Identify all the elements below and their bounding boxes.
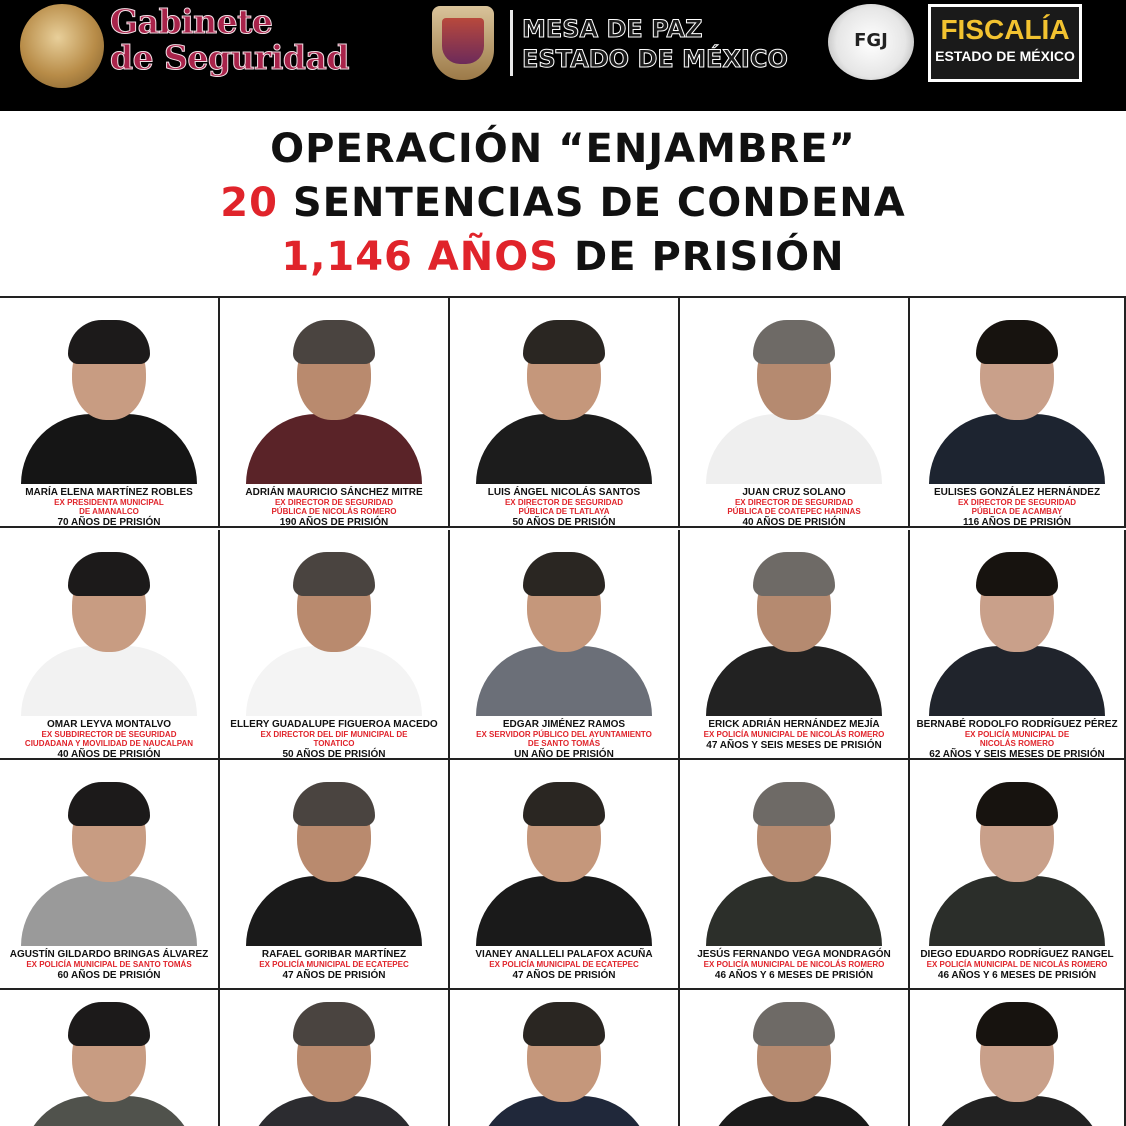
- person-name: ADRIÁN MAURICIO SÁNCHEZ MITRE: [245, 487, 423, 498]
- gabinete-logo-text: [110, 4, 349, 76]
- mugshot-photo: [706, 314, 882, 484]
- person-sentence: 190 AÑOS DE PRISIÓN: [279, 517, 389, 528]
- mugshot-photo: [706, 996, 882, 1126]
- mugshot-photo: [929, 776, 1105, 946]
- person-name: EDGAR JIMÉNEZ RAMOS: [502, 719, 626, 730]
- person-card: [220, 990, 450, 1126]
- header-bar: [0, 0, 1126, 111]
- mugshot-torso: [246, 646, 422, 716]
- person-card: [220, 298, 450, 528]
- mugshot-photo: [246, 546, 422, 716]
- mugshot-hair: [293, 1002, 375, 1046]
- fiscalia-line1: FISCALÍA: [940, 14, 1070, 45]
- mugshot-hair: [753, 782, 835, 826]
- mugshot-torso: [476, 876, 652, 946]
- mugshot-hair: [68, 782, 150, 826]
- person-sentence: 60 AÑOS DE PRISIÓN: [57, 970, 161, 981]
- person-sentence: 40 AÑOS DE PRISIÓN: [742, 517, 846, 528]
- mugshot-photo: [929, 546, 1105, 716]
- mugshot-photo: [21, 546, 197, 716]
- mugshot-hair: [976, 552, 1058, 596]
- fgj-seal-icon: [828, 4, 914, 80]
- gabinete-line1: Gabinete: [110, 2, 273, 41]
- person-sentence: 116 AÑOS DE PRISIÓN: [963, 517, 1071, 528]
- person-role: EX DIRECTOR DE SEGURIDAD PÚBLICA DE NICOLÁS ROMERO: [271, 498, 397, 516]
- person-card: [910, 530, 1126, 760]
- mugshot-torso: [706, 876, 882, 946]
- person-sentence: UN AÑO DE PRISIÓN: [514, 749, 614, 760]
- person-name: LUIS ÁNGEL NICOLÁS SANTOS: [487, 487, 641, 498]
- person-name: JUAN CRUZ SOLANO: [742, 487, 846, 498]
- mugshot-torso: [21, 876, 197, 946]
- mugshot-photo: [246, 776, 422, 946]
- mugshot-torso: [246, 876, 422, 946]
- mugshot-hair: [523, 320, 605, 364]
- person-card: [220, 530, 450, 760]
- mugshot-photo: [21, 776, 197, 946]
- person-name: JESÚS FERNANDO VEGA MONDRAGÓN: [697, 949, 891, 960]
- person-name: BERNABÉ RODOLFO RODRÍGUEZ PÉREZ: [916, 719, 1118, 730]
- person-role: EX POLICÍA MUNICIPAL DE ECATEPEC: [489, 960, 639, 969]
- mugshot-photo: [21, 996, 197, 1126]
- person-card: [220, 760, 450, 990]
- person-card: [680, 990, 910, 1126]
- person-card: [0, 298, 220, 528]
- person-card: [450, 298, 680, 528]
- person-role: EX POLICÍA MUNICIPAL DE NICOLÁS ROMERO: [964, 730, 1070, 748]
- person-role: EX DIRECTOR DE SEGURIDAD PÚBLICA DE ACAMBAY: [957, 498, 1077, 516]
- mugshot-hair: [68, 552, 150, 596]
- person-sentence: 47 AÑOS Y SEIS MESES DE PRISIÓN: [706, 740, 882, 751]
- mugshot-hair: [523, 552, 605, 596]
- mugshot-photo: [476, 776, 652, 946]
- mugshot-hair: [753, 320, 835, 364]
- mugshot-photo: [476, 314, 652, 484]
- mugshot-hair: [68, 320, 150, 364]
- mugshot-torso: [929, 414, 1105, 484]
- headline-line3: [0, 230, 1126, 284]
- person-name: RAFAEL GORIBAR MARTÍNEZ: [261, 949, 407, 960]
- person-card: [680, 530, 910, 760]
- mugshot-hair: [293, 320, 375, 364]
- mugshot-torso: [21, 414, 197, 484]
- mugshot-hair: [68, 1002, 150, 1046]
- mugshot-torso: [246, 414, 422, 484]
- mesa-line1: MESA DE PAZ: [522, 15, 703, 43]
- person-role: EX POLICÍA MUNICIPAL DE NICOLÁS ROMERO: [703, 960, 885, 969]
- headline: [0, 122, 1126, 284]
- person-sentence: 40 AÑOS DE PRISIÓN: [57, 749, 161, 760]
- mugshot-photo: [246, 996, 422, 1126]
- mesa-line2: ESTADO DE MÉXICO: [522, 45, 788, 73]
- mugshot-photo: [476, 546, 652, 716]
- mugshot-hair: [976, 1002, 1058, 1046]
- fgj-label: FGJ: [854, 30, 888, 51]
- person-name: EULISES GONZÁLEZ HERNÁNDEZ: [933, 487, 1101, 498]
- gabinete-line2: de Seguridad: [110, 38, 349, 77]
- mesa-de-paz-logo-text: [522, 14, 788, 74]
- person-name: ERICK ADRIÁN HERNÁNDEZ MEJÍA: [708, 719, 880, 730]
- mugshot-hair: [753, 1002, 835, 1046]
- mugshot-hair: [976, 320, 1058, 364]
- person-role: EX DIRECTOR DE SEGURIDAD PÚBLICA DE TLATLAYA: [504, 498, 624, 516]
- headline-line1: OPERACIÓN “ENJAMBRE”: [270, 126, 856, 172]
- person-sentence: 70 AÑOS DE PRISIÓN: [57, 517, 161, 528]
- person-card: [680, 298, 910, 528]
- mugshot-grid: [0, 296, 1126, 1126]
- person-role: EX DIRECTOR DEL DIF MUNICIPAL DE TONATICO: [260, 730, 408, 748]
- person-sentence: 46 AÑOS Y 6 MESES DE PRISIÓN: [714, 970, 874, 981]
- mugshot-hair: [523, 782, 605, 826]
- person-sentence: 50 AÑOS DE PRISIÓN: [282, 749, 386, 760]
- person-sentence: 50 AÑOS DE PRISIÓN: [512, 517, 616, 528]
- person-name: OMAR LEYVA MONTALVO: [46, 719, 172, 730]
- mugshot-torso: [476, 414, 652, 484]
- person-role: EX POLICÍA MUNICIPAL DE ECATEPEC: [259, 960, 409, 969]
- mugshot-hair: [293, 552, 375, 596]
- fiscalia-line2: ESTADO DE MÉXICO: [935, 48, 1075, 64]
- mugshot-hair: [523, 1002, 605, 1046]
- headline-line2-rest: SENTENCIAS DE CONDENA: [277, 180, 906, 226]
- mugshot-photo: [706, 776, 882, 946]
- headline-line2: [0, 176, 1126, 230]
- person-role: EX SUBDIRECTOR DE SEGURIDAD CIUDADANA Y MOVILIDAD DE NAUCALPAN: [24, 730, 194, 748]
- person-card: [450, 760, 680, 990]
- mugshot-photo: [246, 314, 422, 484]
- mugshot-torso: [706, 414, 882, 484]
- mugshot-photo: [706, 546, 882, 716]
- person-sentence: 46 AÑOS Y 6 MESES DE PRISIÓN: [937, 970, 1097, 981]
- person-card: [910, 760, 1126, 990]
- person-name: DIEGO EDUARDO RODRÍGUEZ RANGEL: [920, 949, 1114, 960]
- person-sentence: 47 AÑOS DE PRISIÓN: [512, 970, 616, 981]
- person-card: [450, 990, 680, 1126]
- person-role: EX POLICÍA MUNICIPAL DE NICOLÁS ROMERO: [926, 960, 1108, 969]
- person-role: EX POLICÍA MUNICIPAL DE SANTO TOMÁS: [26, 960, 192, 969]
- person-sentence: 62 AÑOS Y SEIS MESES DE PRISIÓN: [929, 749, 1105, 760]
- mugshot-torso: [476, 646, 652, 716]
- headline-line3-rest: DE PRISIÓN: [559, 234, 845, 280]
- fiscalia-logo: [928, 4, 1082, 82]
- person-name: MARÍA ELENA MARTÍNEZ ROBLES: [25, 487, 193, 498]
- mugshot-torso: [706, 646, 882, 716]
- mugshot-photo: [929, 314, 1105, 484]
- person-card: [450, 530, 680, 760]
- estado-mexico-shield-icon: [432, 6, 494, 80]
- person-name: AGUSTÍN GILDARDO BRINGAS ÁLVAREZ: [9, 949, 209, 960]
- mugshot-hair: [753, 552, 835, 596]
- person-role: EX POLICÍA MUNICIPAL DE NICOLÁS ROMERO: [703, 730, 885, 739]
- mugshot-hair: [293, 782, 375, 826]
- sentence-count: 20: [220, 180, 278, 226]
- person-card: [910, 990, 1126, 1126]
- person-card: [0, 530, 220, 760]
- mugshot-torso: [929, 646, 1105, 716]
- mugshot-torso: [21, 646, 197, 716]
- person-card: [910, 298, 1126, 528]
- person-role: EX PRESIDENTA MUNICIPAL DE AMANALCO: [54, 498, 164, 516]
- person-role: EX SERVIDOR PÚBLICO DEL AYUNTAMIENTO DE SANTO TOMÁS: [476, 730, 652, 748]
- person-name: VIANEY ANALLELI PALAFOX ACUÑA: [475, 949, 653, 960]
- mugshot-hair: [976, 782, 1058, 826]
- person-card: [0, 760, 220, 990]
- person-card: [680, 760, 910, 990]
- mugshot-photo: [929, 996, 1105, 1126]
- person-role: EX DIRECTOR DE SEGURIDAD PÚBLICA DE COATEPEC HARINAS: [727, 498, 861, 516]
- person-name: ELLERY GUADALUPE FIGUEROA MACEDO: [230, 719, 438, 730]
- header-divider: [510, 10, 513, 76]
- mugshot-photo: [476, 996, 652, 1126]
- person-sentence: 47 AÑOS DE PRISIÓN: [282, 970, 386, 981]
- person-card: [0, 990, 220, 1126]
- mexico-seal-icon: [20, 4, 104, 88]
- mugshot-torso: [929, 876, 1105, 946]
- mugshot-photo: [21, 314, 197, 484]
- total-years: 1,146 AÑOS: [281, 234, 560, 280]
